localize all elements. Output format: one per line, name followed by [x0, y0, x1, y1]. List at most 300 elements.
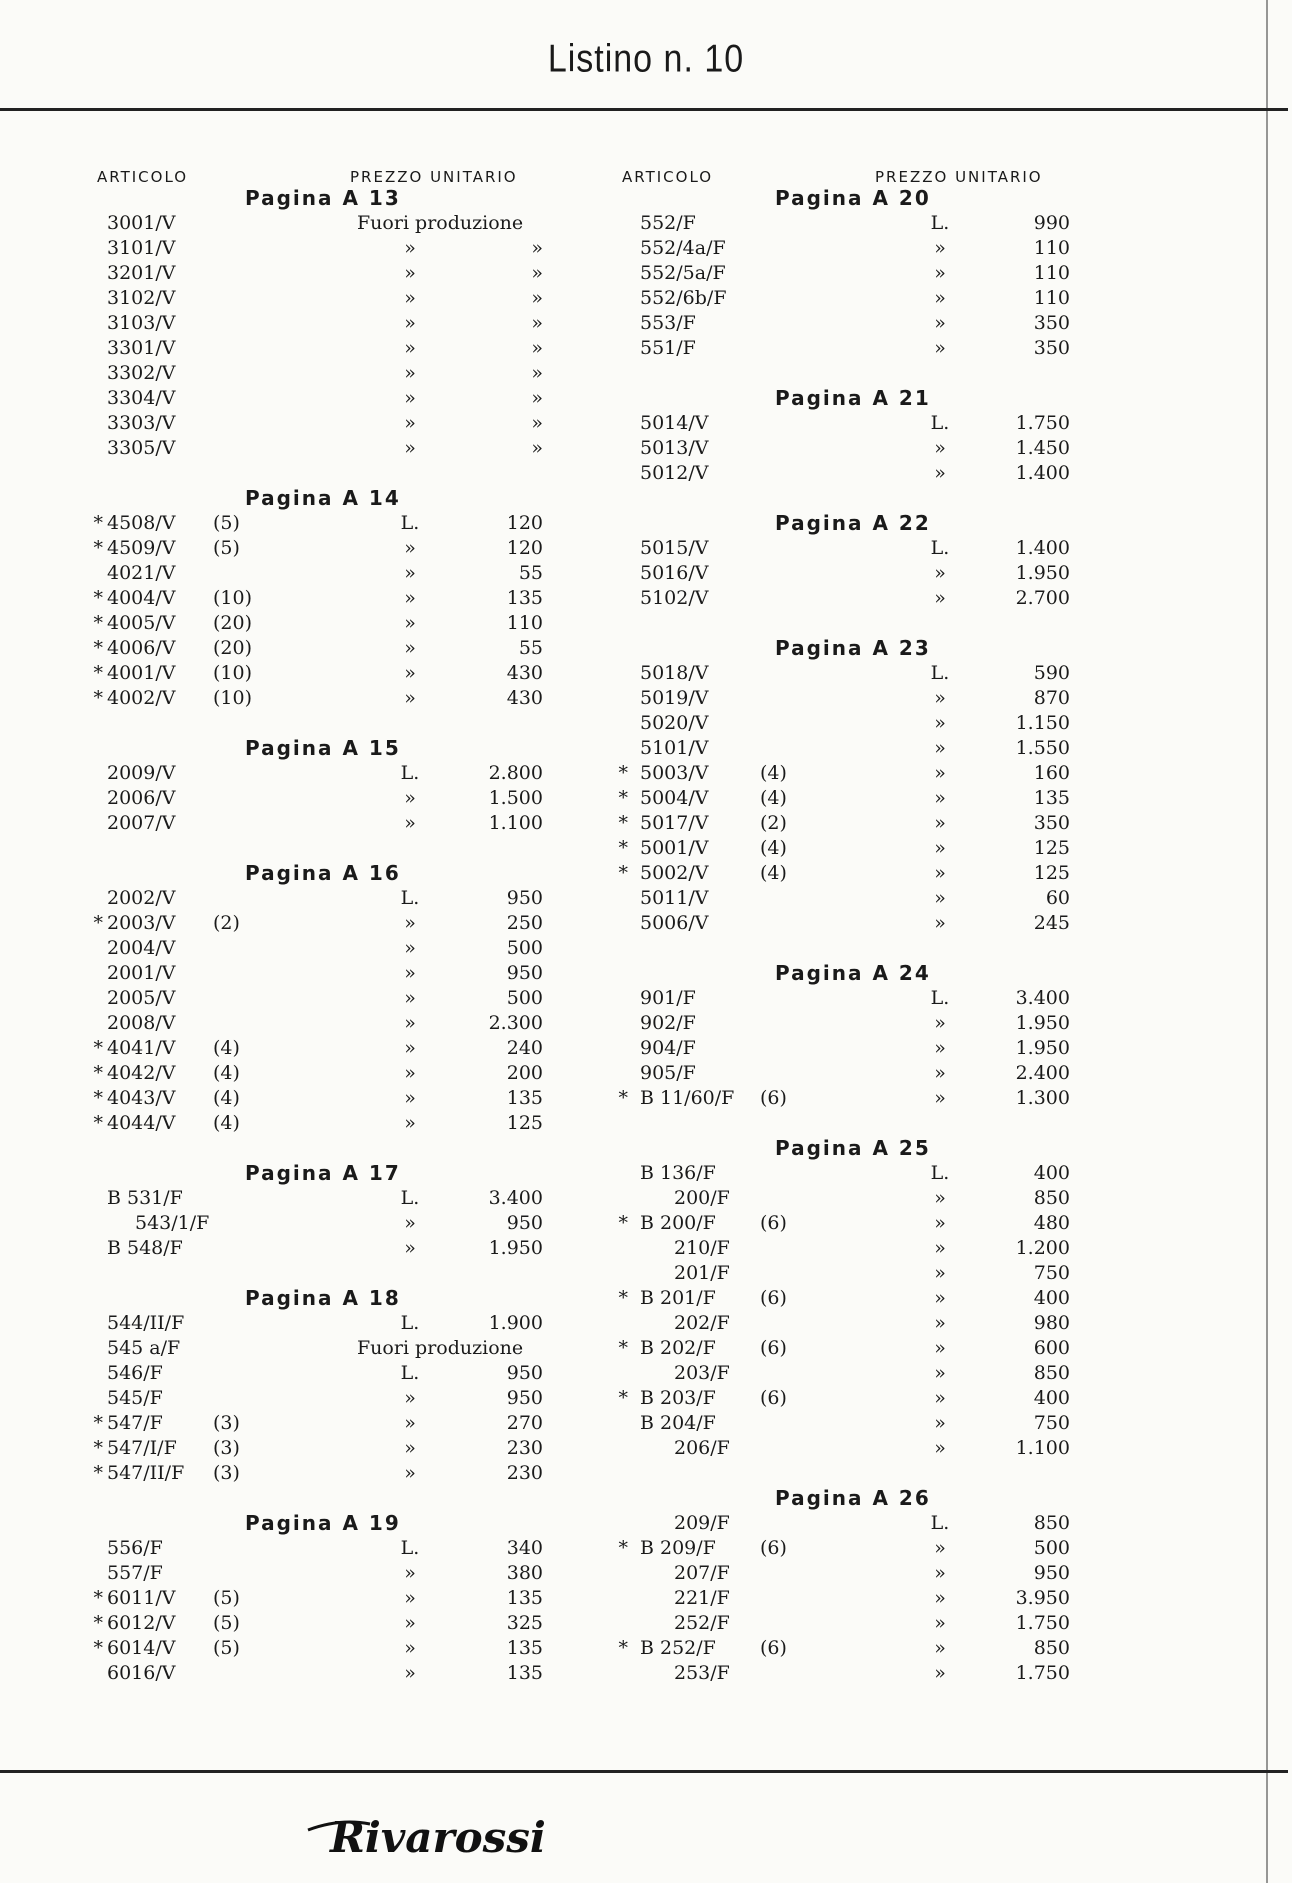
unit-price: 1.400	[1015, 537, 1070, 559]
logo-graphic	[300, 1800, 580, 1870]
table-row	[95, 1661, 595, 1686]
currency-mark: »	[404, 337, 416, 359]
article-code: B 548/F	[107, 1237, 183, 1259]
currency-mark: »	[404, 1462, 416, 1484]
currency-mark: L.	[400, 1187, 420, 1209]
currency-mark: »	[934, 462, 946, 484]
footnote-ref: (3)	[213, 1462, 240, 1484]
table-row	[620, 436, 1120, 461]
currency-mark: L.	[930, 1512, 950, 1534]
currency-mark: »	[404, 412, 416, 434]
unit-price: »	[531, 362, 543, 384]
table-row	[95, 1561, 595, 1586]
article-code: 2007/V	[107, 812, 176, 834]
header-articolo: ARTICOLO	[622, 168, 714, 186]
table-row	[95, 786, 595, 811]
table-row	[95, 686, 595, 711]
table-row	[620, 1061, 1120, 1086]
article-code: 202/F	[674, 1312, 730, 1334]
currency-mark: L.	[930, 412, 950, 434]
unit-price: 125	[506, 1112, 543, 1134]
article-code: 905/F	[640, 1062, 696, 1084]
table-row	[95, 1461, 595, 1486]
article-code: 5102/V	[640, 587, 709, 609]
new-item-marker: *	[93, 612, 103, 634]
unit-price: 950	[506, 1212, 543, 1234]
table-row	[95, 1086, 595, 1111]
currency-mark: L.	[930, 212, 950, 234]
article-code: B 203/F	[640, 1387, 716, 1409]
article-code: 3001/V	[107, 212, 176, 234]
currency-mark: »	[934, 337, 946, 359]
currency-mark: »	[934, 1212, 946, 1234]
unit-price: 135	[506, 587, 543, 609]
header-prezzo: PREZZO UNITARIO	[350, 168, 518, 186]
article-code: 2005/V	[107, 987, 176, 1009]
unit-price: 340	[506, 1537, 543, 1559]
currency-mark: »	[404, 612, 416, 634]
article-code: B 531/F	[107, 1187, 183, 1209]
currency-mark: »	[404, 362, 416, 384]
unit-price: 135	[1033, 787, 1070, 809]
new-item-marker: *	[618, 1287, 628, 1309]
article-code: B 201/F	[640, 1287, 716, 1309]
logo-text: Rivarossi	[330, 1813, 546, 1862]
unit-price: 3.400	[1015, 987, 1070, 1009]
article-code: 209/F	[674, 1512, 730, 1534]
article-code: 5013/V	[640, 437, 709, 459]
table-row	[620, 1361, 1120, 1386]
table-row	[95, 1336, 595, 1361]
article-code: 200/F	[674, 1187, 730, 1209]
unit-price: 110	[1033, 262, 1070, 284]
unit-price: 1.500	[488, 787, 543, 809]
currency-mark: »	[404, 537, 416, 559]
article-code: 4043/V	[107, 1087, 176, 1109]
unit-price: 120	[506, 512, 543, 534]
currency-mark: L.	[930, 987, 950, 1009]
article-code: 6011/V	[107, 1587, 176, 1609]
table-row	[620, 1661, 1120, 1686]
article-code: 3302/V	[107, 362, 176, 384]
article-code: B 11/60/F	[640, 1087, 735, 1109]
right-column	[620, 160, 1120, 1686]
table-row	[620, 686, 1120, 711]
new-item-marker: *	[618, 1637, 628, 1659]
currency-mark: »	[934, 1637, 946, 1659]
table-row	[620, 1261, 1120, 1286]
new-item-marker: *	[618, 1087, 628, 1109]
currency-mark: »	[934, 1312, 946, 1334]
unit-price: »	[531, 237, 543, 259]
unit-price: 400	[1033, 1287, 1070, 1309]
currency-mark: »	[404, 1087, 416, 1109]
unit-price: 1.750	[1015, 1612, 1070, 1634]
unit-price: 60	[1045, 887, 1070, 909]
unit-price: 110	[1033, 287, 1070, 309]
currency-mark: »	[934, 437, 946, 459]
table-row	[95, 611, 595, 636]
unit-price: 430	[506, 687, 543, 709]
footnote-ref: (10)	[213, 587, 253, 609]
currency-mark: »	[404, 387, 416, 409]
unit-price: 750	[1033, 1412, 1070, 1434]
unit-price: 135	[506, 1587, 543, 1609]
article-code: 904/F	[640, 1037, 696, 1059]
table-row	[620, 1411, 1120, 1436]
unit-price: 1.100	[1015, 1437, 1070, 1459]
unit-price: »	[531, 312, 543, 334]
footnote-ref: (4)	[760, 862, 787, 884]
rivarossi-logo	[300, 1800, 580, 1874]
currency-mark: »	[934, 287, 946, 309]
article-code: 5020/V	[640, 712, 709, 734]
section-title: Pagina A 19	[245, 1511, 401, 1535]
unit-price: 1.550	[1015, 737, 1070, 759]
currency-mark: »	[404, 437, 416, 459]
article-code: 5011/V	[640, 887, 709, 909]
article-code: 3102/V	[107, 287, 176, 309]
article-code: 5001/V	[640, 837, 709, 859]
article-code: 5019/V	[640, 687, 709, 709]
table-row	[95, 1236, 595, 1261]
left-column-header	[95, 160, 595, 186]
section	[620, 511, 1120, 611]
unit-price: 480	[1033, 1212, 1070, 1234]
unit-price: 950	[506, 962, 543, 984]
currency-mark: »	[404, 262, 416, 284]
currency-mark: »	[934, 1437, 946, 1459]
article-code: 547/II/F	[107, 1462, 185, 1484]
section-title: Pagina A 22	[775, 511, 931, 535]
article-code: 544/II/F	[107, 1312, 185, 1334]
article-code: 2009/V	[107, 762, 176, 784]
unit-price: 1.750	[1015, 1662, 1070, 1684]
table-row	[95, 811, 595, 836]
unit-price: 1.950	[1015, 1037, 1070, 1059]
currency-mark: »	[934, 837, 946, 859]
table-row	[95, 311, 595, 336]
currency-mark: L.	[400, 1362, 420, 1384]
article-code: 4005/V	[107, 612, 176, 634]
table-row	[95, 911, 595, 936]
table-row	[95, 1386, 595, 1411]
currency-mark: »	[404, 1387, 416, 1409]
article-code: 5002/V	[640, 862, 709, 884]
table-row	[95, 336, 595, 361]
unit-price: 430	[506, 662, 543, 684]
unit-price: 135	[506, 1087, 543, 1109]
table-row	[620, 1311, 1120, 1336]
currency-mark: »	[404, 937, 416, 959]
table-row	[95, 1186, 595, 1211]
article-code: 553/F	[640, 312, 696, 334]
article-code: B 200/F	[640, 1212, 716, 1234]
currency-mark: »	[404, 1587, 416, 1609]
table-row	[95, 236, 595, 261]
table-row	[620, 561, 1120, 586]
unit-price: 1.950	[1015, 562, 1070, 584]
unit-price: 1.150	[1015, 712, 1070, 734]
table-row	[620, 1611, 1120, 1636]
footnote-ref: (3)	[213, 1437, 240, 1459]
right-column-header	[620, 160, 1120, 186]
table-row	[620, 1161, 1120, 1186]
table-row	[95, 886, 595, 911]
currency-mark: L.	[930, 537, 950, 559]
currency-mark: »	[934, 912, 946, 934]
currency-mark: L.	[930, 1162, 950, 1184]
section-title: Pagina A 14	[245, 486, 401, 510]
footnote-ref: (20)	[213, 612, 253, 634]
currency-mark: »	[934, 1187, 946, 1209]
left-column	[95, 160, 595, 1686]
section	[95, 186, 595, 461]
table-row	[95, 961, 595, 986]
new-item-marker: *	[93, 537, 103, 559]
header-articolo: ARTICOLO	[97, 168, 189, 186]
table-row	[620, 236, 1120, 261]
table-row	[620, 586, 1120, 611]
page-title: Listino n. 10	[547, 37, 745, 81]
table-row	[620, 1536, 1120, 1561]
currency-mark: »	[934, 737, 946, 759]
unit-price: 950	[506, 1362, 543, 1384]
new-item-marker: *	[93, 637, 103, 659]
table-row	[620, 1336, 1120, 1361]
new-item-marker: *	[618, 862, 628, 884]
article-code: 2008/V	[107, 1012, 176, 1034]
currency-mark: »	[934, 687, 946, 709]
section	[620, 386, 1120, 486]
footnote-ref: (6)	[760, 1537, 787, 1559]
table-row	[620, 1286, 1120, 1311]
unit-price: 380	[506, 1562, 543, 1584]
unit-price: 2.700	[1015, 587, 1070, 609]
article-code: 902/F	[640, 1012, 696, 1034]
article-code: 3101/V	[107, 237, 176, 259]
article-code: 552/5a/F	[640, 262, 726, 284]
unit-price: 1.400	[1015, 462, 1070, 484]
article-code: 5017/V	[640, 812, 709, 834]
article-code: 6012/V	[107, 1612, 176, 1634]
table-row	[95, 261, 595, 286]
unit-price: 950	[1033, 1562, 1070, 1584]
article-code: 2002/V	[107, 887, 176, 909]
table-row	[620, 411, 1120, 436]
article-code: 5101/V	[640, 737, 709, 759]
unit-price: »	[531, 262, 543, 284]
footnote-ref: (6)	[760, 1637, 787, 1659]
article-code: 203/F	[674, 1362, 730, 1384]
table-row	[620, 1511, 1120, 1536]
section	[620, 961, 1120, 1111]
section	[95, 1161, 595, 1261]
article-code: 221/F	[674, 1587, 730, 1609]
currency-mark: »	[404, 287, 416, 309]
currency-mark: »	[404, 562, 416, 584]
unit-price: 2.400	[1015, 1062, 1070, 1084]
currency-mark: »	[934, 587, 946, 609]
table-row	[620, 261, 1120, 286]
currency-mark: »	[934, 1662, 946, 1684]
unit-price: 500	[1033, 1537, 1070, 1559]
currency-mark: »	[934, 762, 946, 784]
currency-mark: »	[404, 962, 416, 984]
article-code: 2001/V	[107, 962, 176, 984]
article-code: 5012/V	[640, 462, 709, 484]
currency-mark: L.	[930, 662, 950, 684]
currency-mark: »	[934, 787, 946, 809]
article-code: 547/F	[107, 1412, 163, 1434]
article-code: 3304/V	[107, 387, 176, 409]
currency-mark: L.	[400, 762, 420, 784]
unit-price: 350	[1033, 812, 1070, 834]
article-code: 210/F	[674, 1237, 730, 1259]
currency-mark: »	[934, 562, 946, 584]
section	[95, 861, 595, 1136]
currency-mark: »	[934, 262, 946, 284]
unit-price: 135	[506, 1662, 543, 1684]
currency-mark: »	[934, 712, 946, 734]
currency-mark: »	[934, 1012, 946, 1034]
section-title: Pagina A 13	[245, 186, 401, 210]
table-row	[95, 1586, 595, 1611]
table-row	[95, 1611, 595, 1636]
article-code: 4002/V	[107, 687, 176, 709]
article-code: 543/1/F	[135, 1212, 210, 1234]
currency-mark: »	[404, 662, 416, 684]
table-row	[620, 1036, 1120, 1061]
article-code: 5016/V	[640, 562, 709, 584]
currency-mark: »	[404, 1112, 416, 1134]
currency-mark: L.	[400, 1537, 420, 1559]
unit-price: 500	[506, 937, 543, 959]
table-row	[620, 736, 1120, 761]
unit-price: 990	[1033, 212, 1070, 234]
article-code: 552/4a/F	[640, 237, 726, 259]
new-item-marker: *	[93, 1612, 103, 1634]
table-row	[95, 386, 595, 411]
unit-price: 2.300	[488, 1012, 543, 1034]
new-item-marker: *	[93, 1462, 103, 1484]
table-row	[620, 886, 1120, 911]
article-code: 551/F	[640, 337, 696, 359]
unit-price: 240	[506, 1037, 543, 1059]
currency-mark: »	[934, 1387, 946, 1409]
table-row	[620, 811, 1120, 836]
table-row	[620, 1186, 1120, 1211]
currency-mark: »	[404, 587, 416, 609]
article-code: 5018/V	[640, 662, 709, 684]
unit-price: 230	[506, 1437, 543, 1459]
new-item-marker: *	[618, 1337, 628, 1359]
unit-price: »	[531, 337, 543, 359]
unit-price: 3.400	[488, 1187, 543, 1209]
unit-price: 200	[506, 1062, 543, 1084]
section-title: Pagina A 20	[775, 186, 931, 210]
currency-mark: »	[934, 1262, 946, 1284]
table-row	[620, 1011, 1120, 1036]
table-row	[95, 1061, 595, 1086]
article-code: 545/F	[107, 1387, 163, 1409]
section-title: Pagina A 26	[775, 1486, 931, 1510]
table-row	[95, 361, 595, 386]
article-code: 3201/V	[107, 262, 176, 284]
article-code: 201/F	[674, 1262, 730, 1284]
currency-mark: »	[934, 1587, 946, 1609]
currency-mark: »	[404, 812, 416, 834]
section-title: Pagina A 16	[245, 861, 401, 885]
unit-price: 1.450	[1015, 437, 1070, 459]
unit-price: 110	[506, 612, 543, 634]
unit-price: 400	[1033, 1387, 1070, 1409]
currency-mark: »	[404, 1562, 416, 1584]
currency-mark: »	[404, 1437, 416, 1459]
footnote-ref: (6)	[760, 1387, 787, 1409]
unit-price: 245	[1033, 912, 1070, 934]
currency-mark: L.	[400, 1312, 420, 1334]
unit-price: 400	[1033, 1162, 1070, 1184]
footnote-ref: (20)	[213, 637, 253, 659]
currency-mark: »	[404, 637, 416, 659]
unit-price: »	[531, 287, 543, 309]
new-item-marker: *	[93, 687, 103, 709]
unit-price: 1.200	[1015, 1237, 1070, 1259]
currency-mark: »	[934, 887, 946, 909]
article-code: 6014/V	[107, 1637, 176, 1659]
section-title: Pagina A 25	[775, 1136, 931, 1160]
article-code: 4042/V	[107, 1062, 176, 1084]
unit-price: 950	[506, 887, 543, 909]
unit-price: 850	[1033, 1512, 1070, 1534]
currency-mark: »	[934, 1287, 946, 1309]
article-code: 252/F	[674, 1612, 730, 1634]
table-row	[620, 1236, 1120, 1261]
unit-price: 500	[506, 987, 543, 1009]
new-item-marker: *	[93, 912, 103, 934]
currency-mark: »	[934, 237, 946, 259]
article-code: 5003/V	[640, 762, 709, 784]
new-item-marker: *	[93, 1087, 103, 1109]
section-title: Pagina A 24	[775, 961, 931, 985]
section	[95, 1511, 595, 1686]
currency-mark: »	[404, 1037, 416, 1059]
unit-price: 270	[506, 1412, 543, 1434]
article-code: 6016/V	[107, 1662, 176, 1684]
footnote-ref: (2)	[760, 812, 787, 834]
unit-price: 55	[518, 637, 543, 659]
section	[620, 186, 1120, 361]
section	[620, 636, 1120, 936]
table-row	[95, 636, 595, 661]
unit-price: 1.100	[488, 812, 543, 834]
table-row	[95, 1436, 595, 1461]
currency-mark: »	[934, 1412, 946, 1434]
table-row	[95, 936, 595, 961]
article-code: 3103/V	[107, 312, 176, 334]
table-row	[95, 1036, 595, 1061]
footnote-ref: (6)	[760, 1287, 787, 1309]
table-row	[620, 286, 1120, 311]
article-code: B 204/F	[640, 1412, 716, 1434]
unit-price: »	[531, 387, 543, 409]
table-row	[95, 211, 595, 236]
footnote-ref: (5)	[213, 1637, 240, 1659]
article-code: B 202/F	[640, 1337, 716, 1359]
currency-mark: »	[934, 862, 946, 884]
currency-mark: »	[404, 687, 416, 709]
